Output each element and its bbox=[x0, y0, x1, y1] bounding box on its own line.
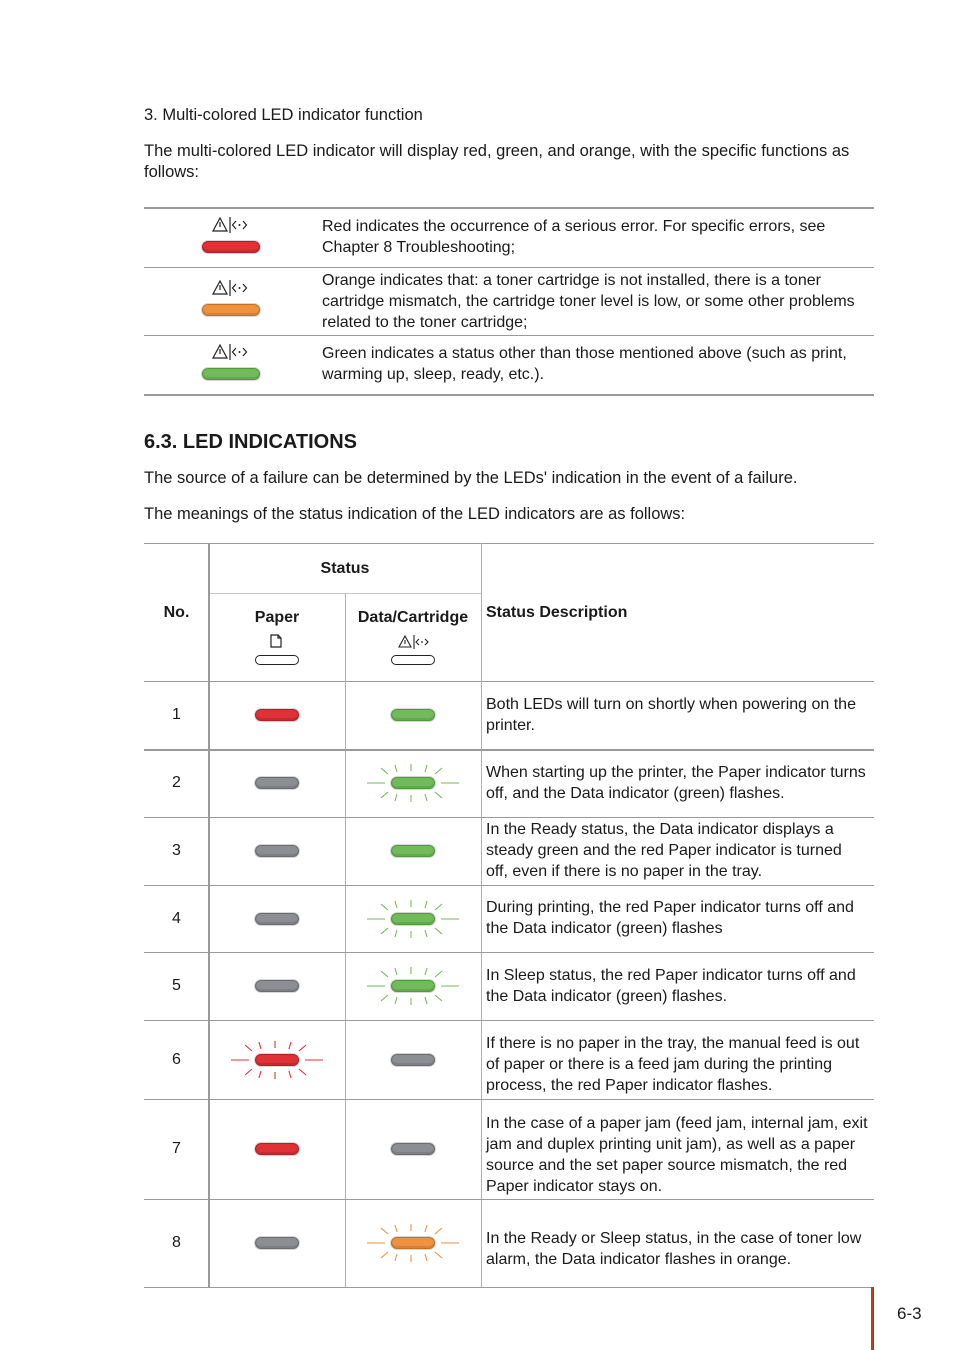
paper-led bbox=[255, 1143, 299, 1155]
orange-led bbox=[202, 304, 260, 316]
color-table-rule bbox=[144, 267, 874, 268]
row-number: 7 bbox=[172, 1140, 181, 1157]
color-description: Green indicates a status other than those mentioned above (such as print, warming up, sleep, ready, etc.). bbox=[322, 345, 847, 383]
row-number: 6 bbox=[172, 1050, 181, 1068]
row-number: 5 bbox=[172, 977, 181, 994]
data-cartridge-icon bbox=[212, 344, 250, 365]
table-row-rule bbox=[144, 1020, 874, 1021]
data-led-outline bbox=[391, 655, 435, 665]
paper-led bbox=[255, 709, 299, 721]
row-number: 3 bbox=[172, 842, 181, 859]
data-led bbox=[391, 1143, 435, 1155]
color-table-rule bbox=[144, 335, 874, 336]
paper-led bbox=[255, 980, 299, 992]
status-description: In the Ready or Sleep status, in the case of toner low alarm, the Data indicator flashes in orange. bbox=[486, 1230, 862, 1268]
status-description: Both LEDs will turn on shortly when powering on the printer. bbox=[486, 696, 856, 734]
paper-led bbox=[255, 845, 299, 857]
paper-icon bbox=[269, 634, 283, 648]
status-description: In Sleep status, the red Paper indicator turns off and the Data indicator (green) flashes. bbox=[486, 967, 856, 1005]
data-led bbox=[391, 913, 435, 925]
table-row-rule bbox=[144, 749, 874, 751]
table-row-rule bbox=[144, 1199, 874, 1200]
row-number: 4 bbox=[172, 909, 181, 927]
color-description: Red indicates the occurrence of a serious error. For specific errors, see Chapter 8 Troubleshooting; bbox=[322, 218, 826, 256]
header-data-cartridge: Data/Cartridge bbox=[357, 609, 469, 626]
header-status: Status bbox=[320, 560, 370, 577]
color-description: Orange indicates that: a toner cartridge is not installed, there is a toner cartridge mismatch, the cartridge toner level is low, or some other problems related to the toner cartridge; bbox=[322, 272, 855, 331]
header-bottom-border bbox=[144, 681, 874, 682]
status-description: In the case of a paper jam (feed jam, internal jam, exit jam and duplex printing unit jam), as well as a paper source and the set paper source mismatch, the red Paper indicator stays on. bbox=[486, 1115, 868, 1195]
color-table-rule bbox=[144, 207, 874, 209]
row-number: 2 bbox=[172, 774, 181, 791]
status-description: If there is no paper in the tray, the manual feed is out of paper or there is a feed jam during the printing process, the red Paper indicator flashes. bbox=[486, 1035, 860, 1094]
status-description: When starting up the printer, the Paper indicator turns off, and the Data indicator (green) flashes. bbox=[486, 764, 866, 802]
header-status-description: Status Description bbox=[486, 604, 628, 621]
color-table-rule bbox=[144, 394, 874, 396]
status-description: In the Ready status, the Data indicator displays a steady green and the red Paper indicator is turned off, even if there is no paper in the tray. bbox=[486, 821, 842, 880]
row-number: 8 bbox=[172, 1234, 181, 1251]
data-cartridge-icon bbox=[212, 280, 250, 301]
section-paragraph-1: The source of a failure can be determined by the LEDs' indication in the event of a failure. bbox=[144, 469, 798, 487]
table-column-rule bbox=[345, 593, 346, 1287]
paper-led-outline bbox=[255, 655, 299, 665]
paper-led bbox=[255, 1237, 299, 1249]
table-row-rule bbox=[144, 885, 874, 886]
table-row-rule bbox=[144, 817, 874, 818]
data-led bbox=[391, 709, 435, 721]
page-number: 6-3 bbox=[897, 1304, 922, 1323]
data-led bbox=[391, 1237, 435, 1249]
table-top-border bbox=[144, 543, 874, 544]
footer-rule-inner bbox=[873, 1287, 874, 1350]
green-led bbox=[202, 368, 260, 380]
data-led bbox=[391, 777, 435, 789]
row-number: 1 bbox=[172, 706, 181, 723]
red-led bbox=[202, 241, 260, 253]
data-cartridge-icon bbox=[398, 635, 430, 649]
data-led bbox=[391, 1054, 435, 1066]
data-led bbox=[391, 845, 435, 857]
paper-led bbox=[255, 777, 299, 789]
subheading: 3. Multi-colored LED indicator function bbox=[144, 106, 423, 124]
table-column-rule bbox=[481, 543, 482, 1287]
data-cartridge-icon bbox=[212, 217, 250, 238]
section-title: 6.3. LED INDICATIONS bbox=[144, 431, 357, 453]
paper-led bbox=[255, 913, 299, 925]
table-row-rule bbox=[144, 952, 874, 953]
data-led bbox=[391, 980, 435, 992]
header-no: No. bbox=[163, 604, 190, 621]
header-paper: Paper bbox=[254, 609, 300, 626]
table-row-rule bbox=[144, 1287, 874, 1288]
intro-paragraph: The multi-colored LED indicator will display red, green, and orange, with the specific functions as follows: bbox=[144, 142, 850, 181]
paper-led bbox=[255, 1054, 299, 1066]
status-description: During printing, the red Paper indicator turns off and the Data indicator (green) flashes bbox=[486, 899, 854, 937]
section-paragraph-2: The meanings of the status indication of the LED indicators are as follows: bbox=[144, 505, 686, 523]
table-row-rule bbox=[144, 1099, 874, 1100]
